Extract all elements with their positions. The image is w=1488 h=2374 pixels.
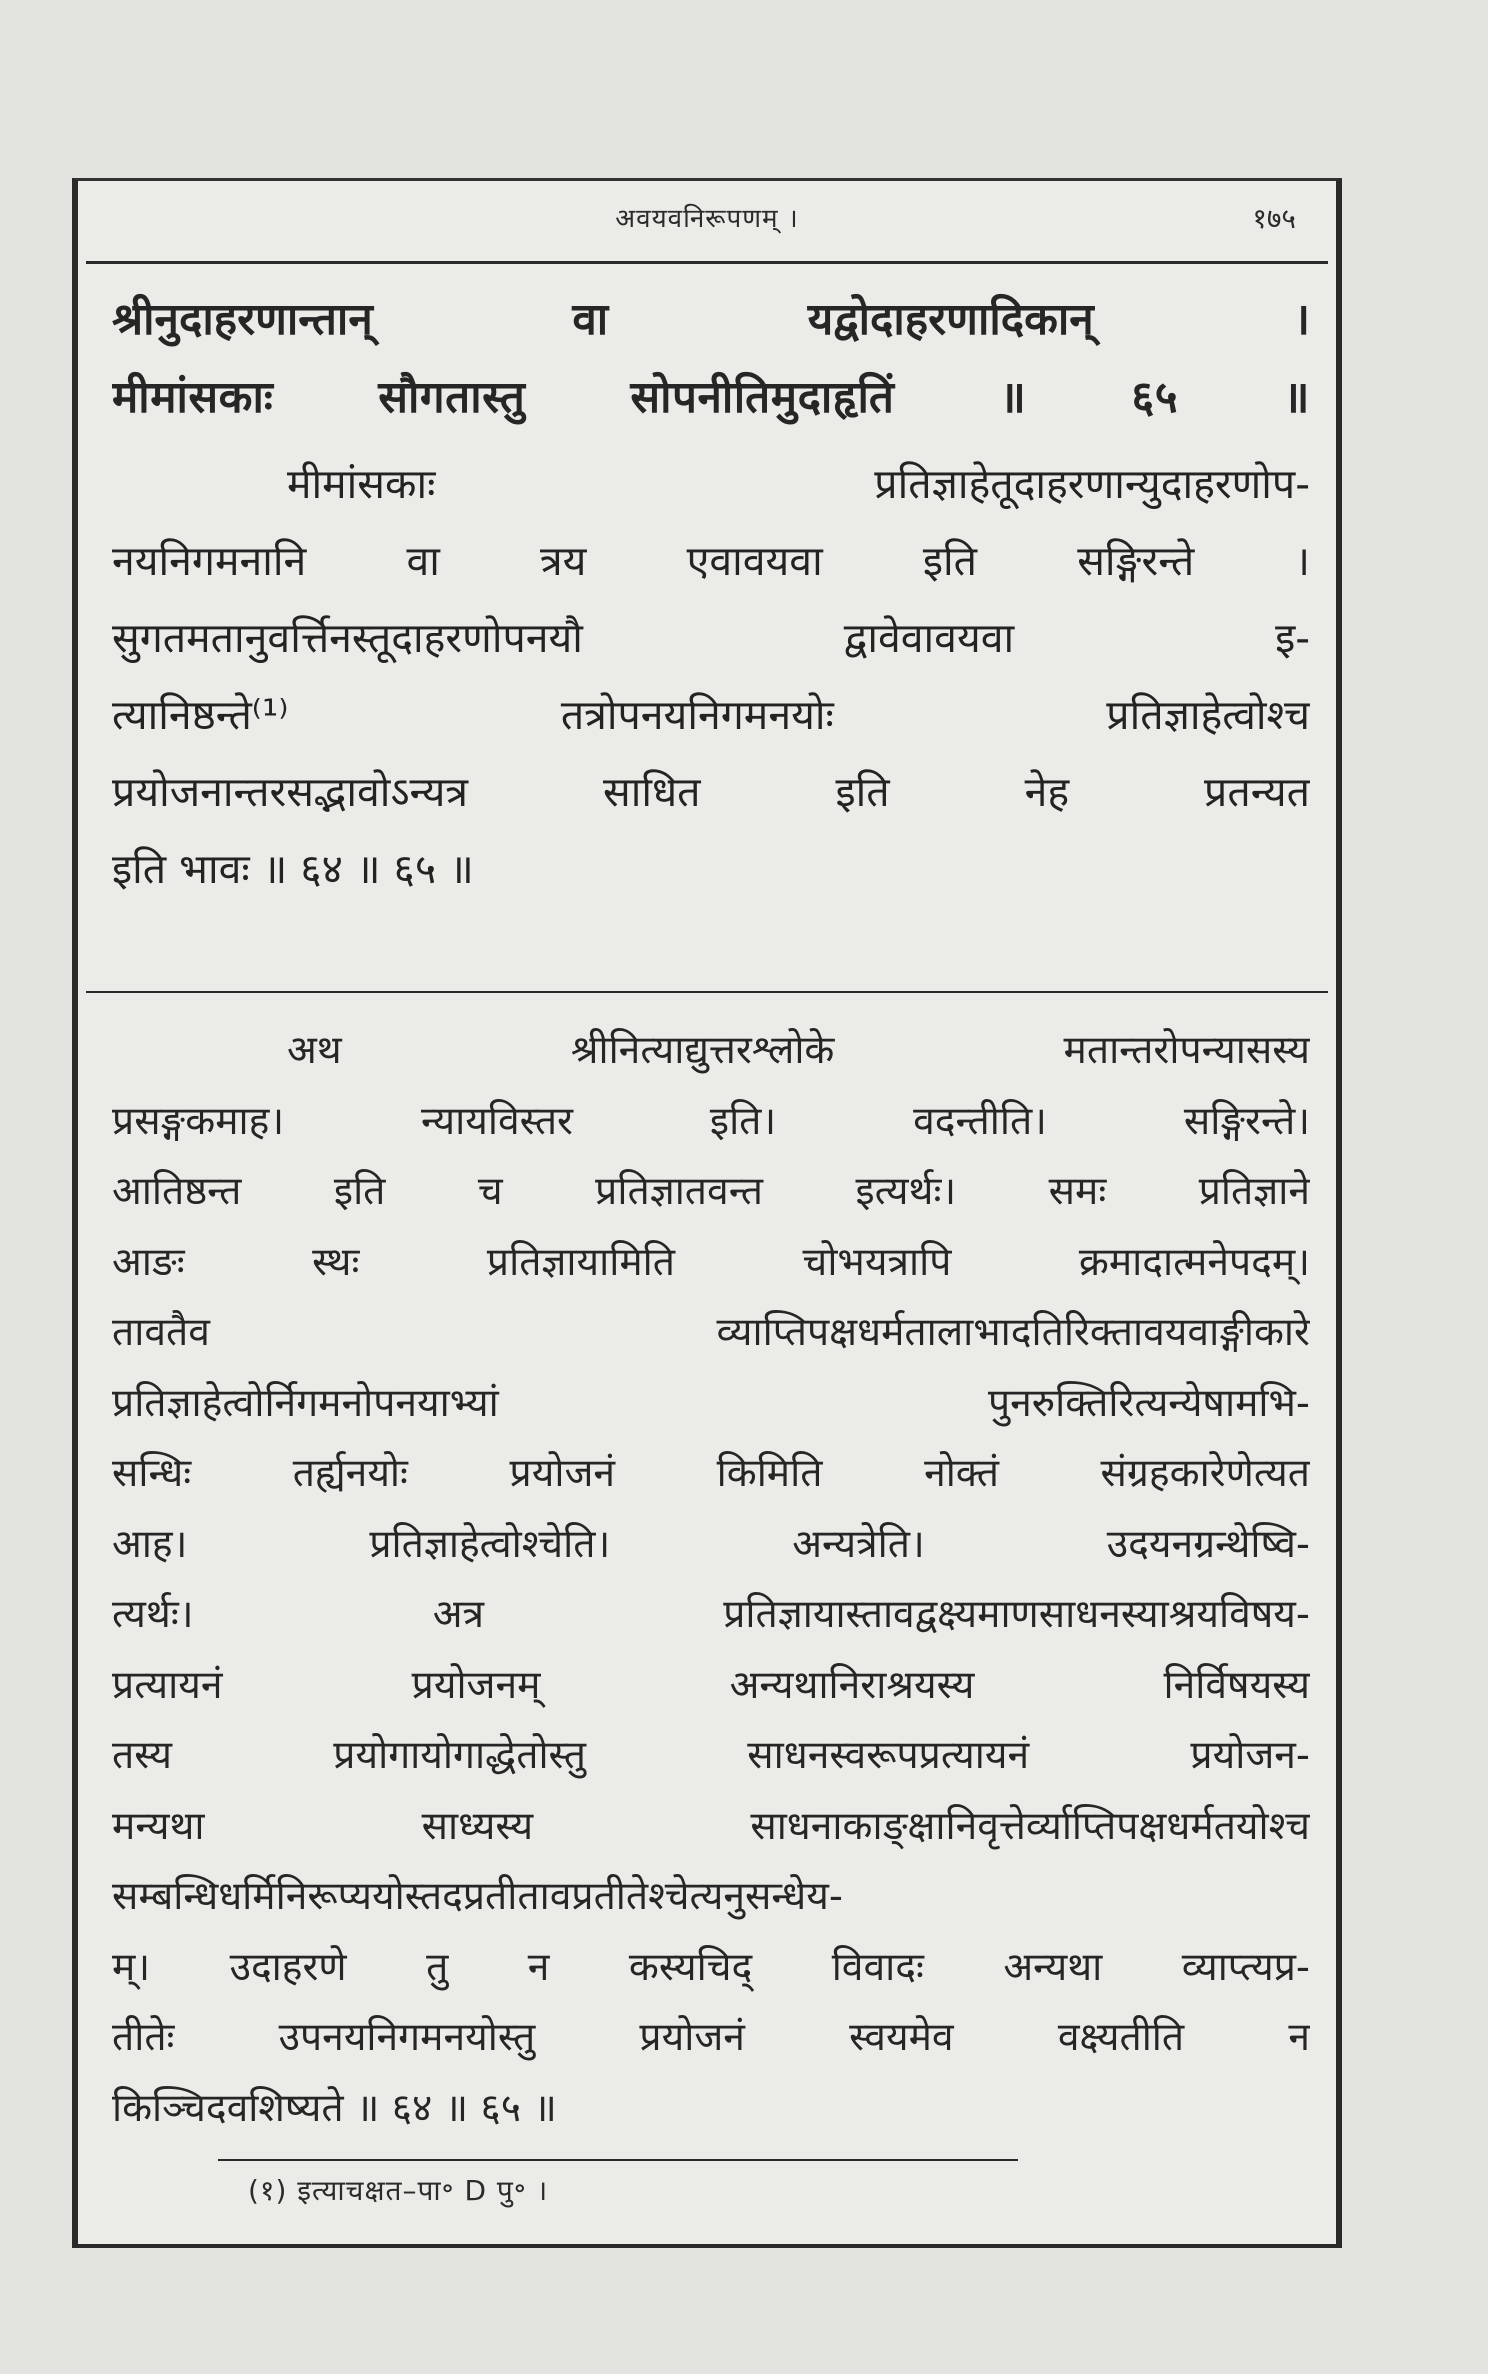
gloss-line: आतिष्ठन्त इति च प्रतिज्ञातवन्त इत्यर्थः। समः प्रतिज्ञाने (112, 1169, 1310, 1214)
verse-line: मीमांसकाः सौगतास्तु सोपनीतिमुदाहृतिं ॥ ६५ ॥ (112, 372, 1310, 423)
commentary-line: इति भावः ॥ ६४ ॥ ६५ ॥ (112, 845, 474, 893)
gloss-line: किञ्चिदवशिष्यते ॥ ६४ ॥ ६५ ॥ (112, 2085, 557, 2131)
footnote-rule (218, 2159, 1018, 2161)
section-rule (86, 991, 1328, 993)
gloss-line: मन्यथा साध्यस्य साधनाकाङ्क्षानिवृत्तेर्व्याप्तिपक्षधर्मतयोश्च (112, 1803, 1310, 1849)
gloss-line: सम्बन्धिधर्मिनिरूप्ययोस्तदप्रतीतावप्रतीतेश्चेत्यनुसन्धेय- (112, 1874, 843, 1919)
page-number: १७५ (1252, 202, 1296, 235)
gloss-line: तीतेः उपनयनिगमनयोस्तु प्रयोजनं स्वयमेव वक्ष्यतीति न (112, 2015, 1310, 2060)
commentary-line: त्यानिष्ठन्ते⁽¹⁾ तत्रोपनयनिगमनयोः प्रतिज्ञाहेत्वोश्च (112, 691, 1310, 739)
verse-block (112, 281, 1310, 437)
verse-line: श्रीनुदाहरणान्तान् वा यद्वोदाहरणादिकान् । (112, 294, 1310, 345)
commentary-line: सुगतमतानुवर्त्तिनस्तूदाहरणोपनयौ द्वावेवावयवा इ- (112, 614, 1310, 662)
running-title: अवयवनिरूपणम् । (615, 204, 799, 234)
gloss-line: प्रत्यायनं प्रयोजनम् अन्यथानिराश्रयस्य निर्विषयस्य (112, 1662, 1310, 1708)
gloss-line: आह। प्रतिज्ञाहेत्वोश्चेति। अन्यत्रेति। उदयनग्रन्थेष्वि- (112, 1521, 1310, 1567)
commentary-line: नयनिगमनानि वा त्रय एवावयवा इति सङ्गिरन्ते । (112, 537, 1310, 585)
gloss-line: अथ श्रीनित्याद्युत्तरश्लोके मतान्तरोपन्यासस्य (287, 1028, 1310, 1073)
gloss-line: आङः स्थः प्रतिज्ञायामिति चोभयत्रापि क्रमादात्मनेपदम्। (112, 1239, 1310, 1285)
running-head (78, 199, 1336, 249)
header-rule (86, 261, 1328, 264)
gloss-line: तावतैव व्याप्तिपक्षधर्मतालाभादतिरिक्तावयवाङ्गीकारे (112, 1310, 1310, 1355)
commentary-line: मीमांसकाः प्रतिज्ञाहेतूदाहरणान्युदाहरणोप- (287, 460, 1310, 508)
gloss-line: प्रसङ्गकमाह। न्यायविस्तर इति। वदन्तीति। सङ्गिरन्ते। (112, 1098, 1310, 1144)
gloss-line: प्रतिज्ञाहेत्वोर्निगमनोपनयाभ्यां पुनरुक्तिरित्यन्येषामभि- (112, 1380, 1310, 1426)
gloss-line: म्। उदाहरणे तु न कस्यचिद् विवादः अन्यथा व्याप्त्यप्र- (112, 1944, 1310, 1990)
gloss-line: त्यर्थः। अत्र प्रतिज्ञायास्तावद्वक्ष्यमाणसाधनस्याश्रयविषय- (112, 1592, 1310, 1637)
page-frame (72, 178, 1342, 2248)
gloss-line: तस्य प्रयोगायोगाद्धेतोस्तु साधनस्वरूपप्रत्यायनं प्रयोजन- (112, 1733, 1310, 1778)
gloss-block (112, 1016, 1310, 2144)
footnote: (१) इत्याचक्षत–पा॰ D पु॰ । (248, 2174, 549, 2207)
commentary-block (112, 446, 1310, 908)
gloss-line: सन्धिः तर्ह्यनयोः प्रयोजनं किमिति नोक्तं संग्रहकारेणेत्यत (112, 1451, 1310, 1496)
commentary-line: प्रयोजनान्तरसद्भावोऽन्यत्र साधित इति नेह प्रतन्यत (112, 768, 1310, 816)
